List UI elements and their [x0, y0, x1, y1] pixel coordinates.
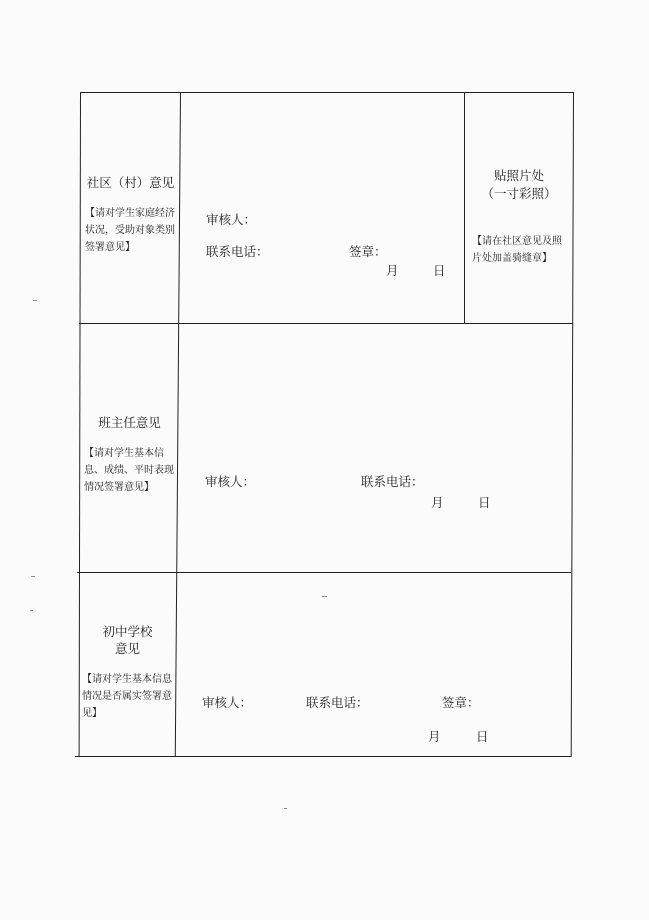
photo-area-title: 贴照片处	[493, 168, 544, 183]
junior-high-month-label: 月	[428, 729, 441, 744]
scan-speck	[284, 808, 287, 809]
community-month-label: 月	[386, 263, 399, 278]
community-day-label: 日	[433, 263, 446, 278]
junior-high-seal-label: 签章：	[442, 695, 480, 710]
table-border-bottom	[75, 756, 571, 757]
head-teacher-reviewer-label: 审核人：	[205, 474, 256, 489]
junior-high-opinion-heading-line1: 初中学校	[102, 624, 153, 639]
row-divider-2	[77, 572, 571, 573]
head-teacher-month-label: 月	[431, 495, 444, 510]
community-phone-label: 联系电话：	[206, 244, 269, 259]
junior-high-day-label: 日	[476, 729, 489, 744]
head-teacher-opinion-heading: 班主任意见	[98, 415, 161, 430]
head-teacher-phone-label: 联系电话：	[361, 474, 424, 489]
community-opinion-note: 【请对学生家庭经济状况，受助对象类别签署意见】	[85, 208, 175, 253]
table-border-top	[81, 92, 574, 93]
community-opinion-heading: 社区（村）意见	[86, 175, 175, 190]
community-seal-label: 签章：	[349, 244, 387, 259]
photo-area-note: 【请在社区意见及照片处加盖骑缝章】	[472, 236, 562, 264]
junior-high-opinion-note: 【请对学生基本信息情况是否属实签署意见】	[82, 674, 172, 719]
scan-speck	[31, 576, 35, 577]
scan-speck	[322, 596, 327, 597]
scan-speck	[33, 300, 37, 301]
head-teacher-day-label: 日	[478, 495, 491, 510]
photo-column-divider	[464, 92, 465, 324]
row-divider-1	[79, 323, 573, 324]
scan-speck	[30, 610, 33, 611]
photo-area-subtitle: （一寸彩照）	[481, 186, 557, 201]
junior-high-reviewer-label: 审核人：	[202, 695, 253, 710]
junior-high-phone-label: 联系电话：	[306, 695, 369, 710]
head-teacher-opinion-note: 【请对学生基本信息、成绩、平时表现情况签署意见】	[84, 448, 174, 493]
junior-high-opinion-heading-line2: 意见	[114, 641, 140, 656]
community-reviewer-label: 审核人：	[206, 212, 257, 227]
